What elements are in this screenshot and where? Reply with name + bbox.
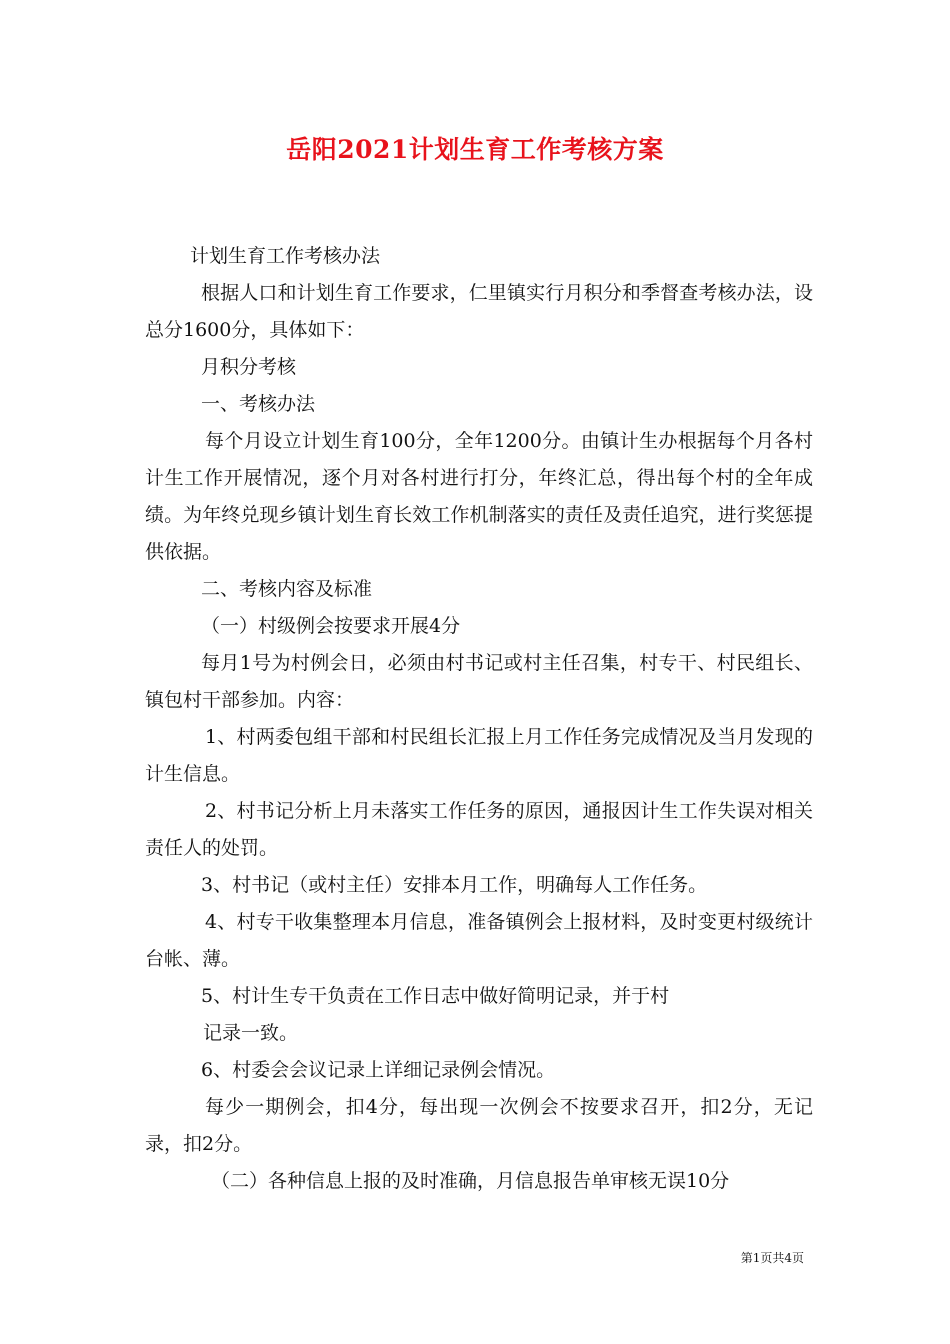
- page-number: 第1页共4页: [740, 1251, 804, 1265]
- paragraph: 每月1号为村例会日，必须由村书记或村主任召集，村专干、村民组长、镇包村干部参加。内容：: [145, 652, 813, 711]
- paragraph: 1、村两委包组干部和村民组长汇报上月工作任务完成情况及当月发现的计生信息。: [145, 726, 813, 785]
- paragraph: 计划生育工作考核办法: [190, 245, 381, 267]
- paragraph: 每少一期例会，扣4分，每出现一次例会不按要求召开，扣2分，无记录，扣2分。: [145, 1096, 813, 1155]
- paragraph: 4、村专干收集整理本月信息，准备镇例会上报材料，及时变更村级统计台帐、薄。: [145, 911, 813, 970]
- paragraph: （二）各种信息上报的及时准确，月信息报告单审核无误10分: [211, 1170, 730, 1192]
- document-title: 岳阳2021计划生育工作考核方案: [286, 135, 664, 164]
- paragraph: 根据人口和计划生育工作要求，仁里镇实行月积分和季督查考核办法，设总分1600分，具体如下：: [145, 282, 813, 341]
- paragraph: （一）村级例会按要求开展4分: [201, 615, 461, 637]
- paragraph: 月积分考核: [201, 356, 297, 378]
- paragraph: 一、考核办法: [201, 393, 316, 415]
- paragraph: 每个月设立计划生育100分，全年1200分。由镇计生办根据每个月各村计生工作开展情况，逐个月对各村进行打分，年终汇总，得出每个村的全年成绩。为年终兑现乡镇计划生育长效工作机制落实的责任及责任追究，进行奖惩提供依据。: [145, 430, 813, 563]
- paragraph: 记录一致。: [203, 1022, 299, 1044]
- paragraph: 2、村书记分析上月未落实工作任务的原因，通报因计生工作失误对相关责任人的处罚。: [145, 800, 813, 859]
- paragraph: 3、村书记（或村主任）安排本月工作，明确每人工作任务。: [201, 874, 708, 896]
- paragraph: 6、村委会会议记录上详细记录例会情况。: [201, 1059, 556, 1081]
- document-body: [145, 238, 813, 1200]
- paragraph: 5、村计生专干负责在工作日志中做好简明记录，并于村: [201, 985, 670, 1007]
- paragraph: 二、考核内容及标准: [201, 578, 373, 600]
